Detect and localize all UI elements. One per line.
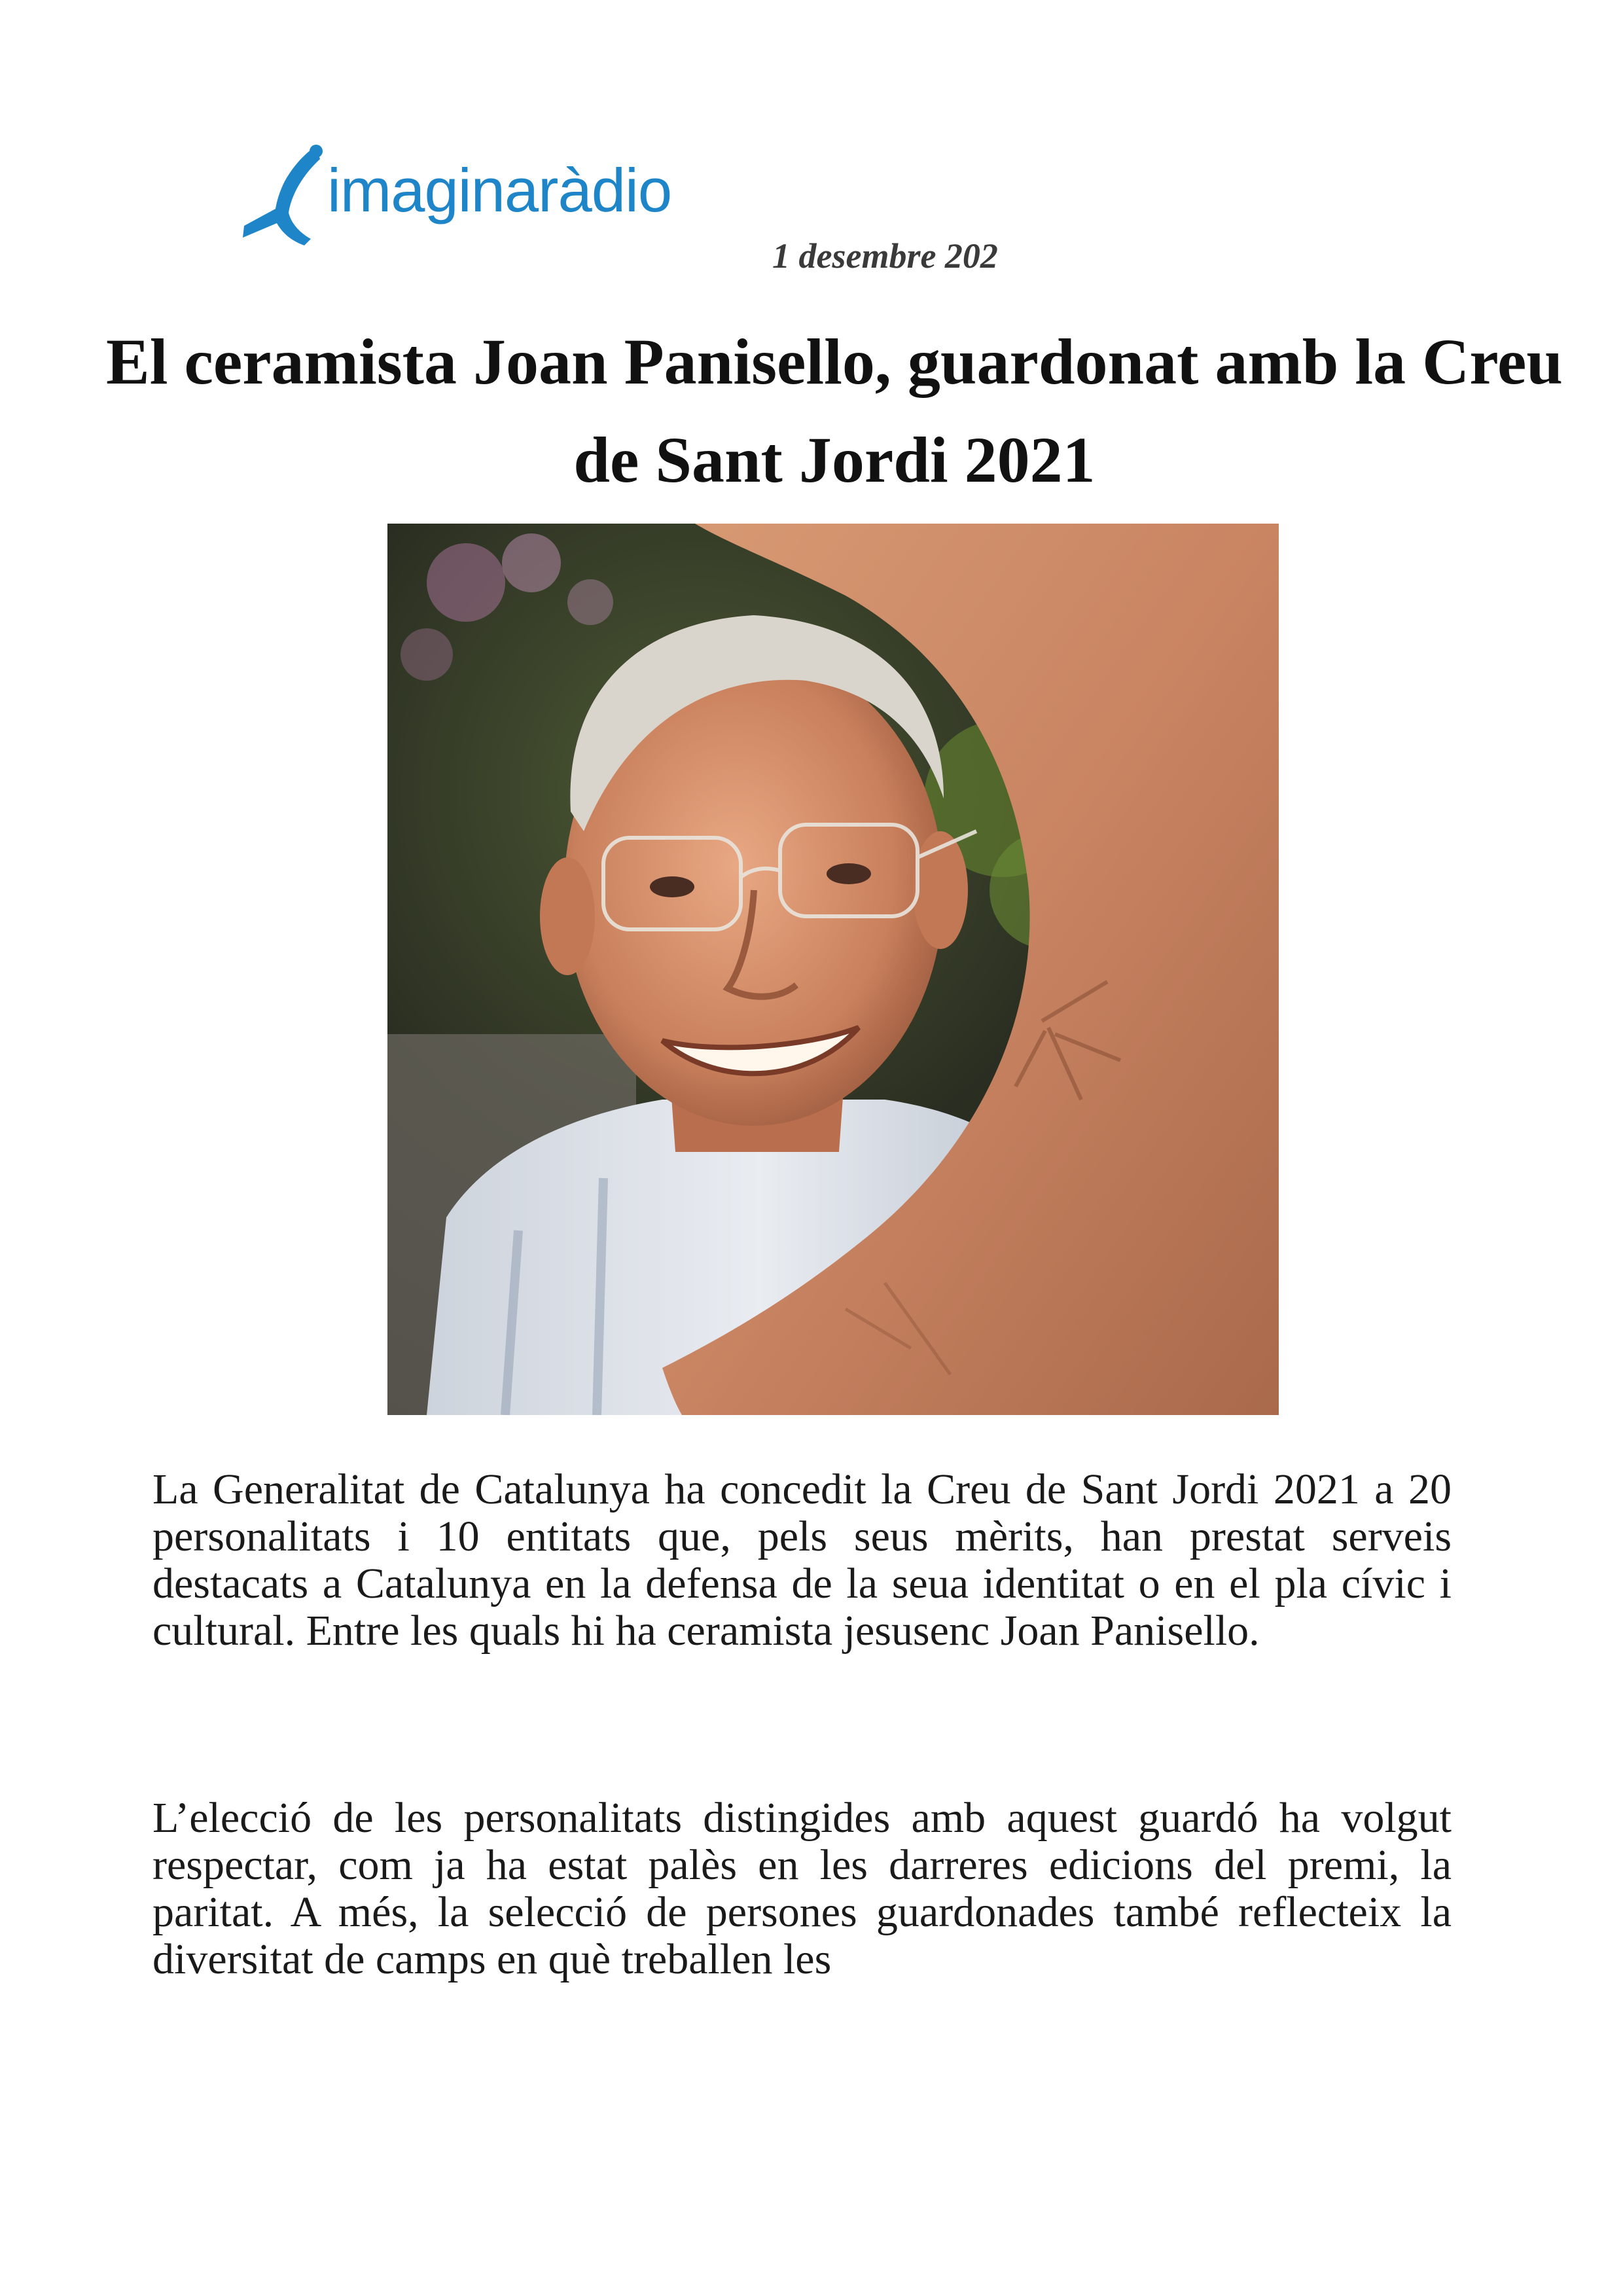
logo-wordmark: imaginaràdio [327, 156, 672, 224]
article-paragraph-2: L’elecció de les personalitats distingides amb aquest guardó ha volgut respectar, com ja ha estat palès en les darreres edicions del premi, la paritat. A més, la selecció de persones guardonades també reflecteix la diversitat de camps en què treballen les [152, 1794, 1452, 1983]
imaginaradio-logo-icon [239, 141, 330, 245]
article-photo [387, 524, 1279, 1415]
portrait-illustration [387, 524, 1279, 1415]
article-date: 1 desembre 202 [772, 236, 998, 276]
article-paragraph-1: La Generalitat de Catalunya ha concedit la Creu de Sant Jordi 2021 a 20 personalitats i 10 entitats que, pels seus mèrits, han prestat serveis destacats a Catalunya en la defensa de la seua identitat o en el pla cívic i cultural. Entre les quals hi ha ceramista jesusenc Joan Panisello. [152, 1465, 1452, 1655]
imaginaradio-logo[interactable] [239, 141, 776, 245]
article-title: El ceramista Joan Panisello, guardonat amb la Creu de Sant Jordi 2021 [106, 325, 1563, 496]
